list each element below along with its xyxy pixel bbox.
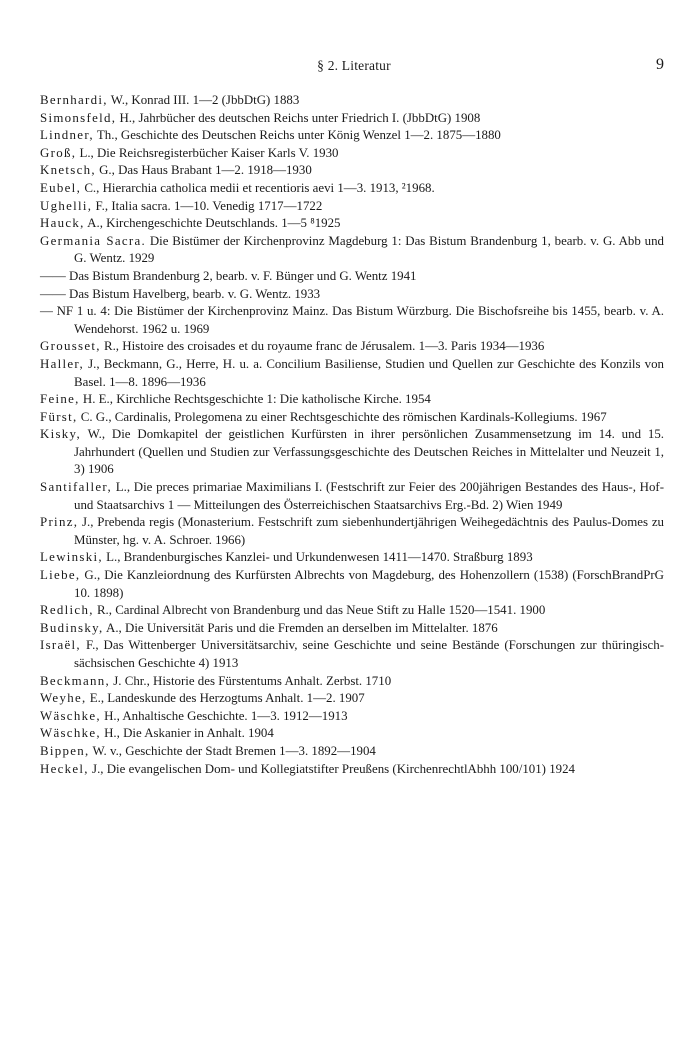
entry-author: Ughelli, — [40, 198, 93, 213]
entry-author: Kisky, — [40, 427, 81, 442]
entry-author: Eubel, — [40, 180, 82, 195]
bibliography-entry — [40, 690, 664, 708]
entry-text: F., Das Wittenberger Universitätsarchiv, seine Geschichte und seine Bestände (Forschungen zur thüringisch-sächsischen Geschichte 4) 1913 — [74, 638, 664, 670]
entry-text: H., Jahrbücher des deutschen Reichs unter Friedrich I. (JbbDtG) 1908 — [116, 110, 481, 125]
bibliography-entry — [40, 567, 664, 602]
entry-text: W. v., Geschichte der Stadt Bremen 1—3. 1892—1904 — [89, 743, 376, 758]
entry-author: Bernhardi, — [40, 93, 108, 107]
entry-text: A., Kirchengeschichte Deutschlands. 1—5 ⁸1925 — [84, 216, 341, 231]
bibliography-entry — [40, 743, 664, 761]
bibliography-entry — [40, 198, 664, 216]
bibliography-entry — [40, 409, 664, 427]
bibliography-entry — [40, 127, 664, 145]
bibliography-entry — [40, 725, 664, 743]
entry-author: Hauck, — [40, 216, 85, 231]
entry-text: F., Italia sacra. 1—10. Venedig 1717—1722 — [92, 198, 323, 213]
entry-author: Wäschke, — [40, 726, 101, 741]
entry-text: C., Hierarchia catholica medii et recentioris aevi 1—3. 1913, ²1968. — [81, 180, 435, 195]
entry-text: Die Bistümer der Kirchenprovinz Magdeburg 1: Das Bistum Brandenburg 1, bearb. v. G. Abb und G. Wentz. 1929 — [74, 233, 664, 266]
bibliography-entry — [40, 514, 664, 549]
entry-author: Bippen, — [40, 743, 90, 758]
entry-author: Simonsfeld, — [40, 110, 117, 125]
bibliography-entry — [40, 356, 664, 391]
entry-text: J., Beckmann, G., Herre, H. u. a. Concilium Basiliense, Studien und Quellen zur Geschichte des Konzils von Basel. 1—8. 1896—1936 — [74, 356, 664, 389]
entry-author: Fürst, — [40, 409, 78, 424]
entry-author: Israël, — [40, 638, 81, 653]
entry-text: J. Chr., Historie des Fürstentums Anhalt. Zerbst. 1710 — [110, 673, 392, 688]
bibliography-entry — [40, 268, 664, 286]
bibliography-entry — [40, 637, 664, 672]
entry-author: Prinz, — [40, 515, 79, 530]
entry-text: G., Die Kanzleiordnung des Kurfürsten Albrechts von Magdeburg, des Hohenzollern (1538) (ForschBrandPrG 10. 1898) — [74, 568, 664, 600]
entry-text: L., Die Reichsregisterbücher Kaiser Karls V. 1930 — [76, 145, 339, 160]
entry-author: Knetsch, — [40, 163, 96, 178]
entry-author: Lewinski, — [40, 550, 103, 565]
entry-author: Budinsky, — [40, 620, 104, 635]
bibliography-list — [40, 92, 664, 778]
page-number: 9 — [656, 56, 664, 73]
entry-text: — NF 1 u. 4: Die Bistümer der Kirchenprovinz Mainz. Das Bistum Würzburg. Die Bischofsreihe bis 1455, bearb. v. A. Wendehorst. 1962 u. 1969 — [40, 304, 664, 336]
entry-author: Wäschke, — [40, 708, 101, 723]
bibliography-entry — [40, 303, 664, 338]
bibliography-entry — [40, 708, 664, 726]
bibliography-entry — [40, 391, 664, 409]
entry-author: Weyhe, — [40, 691, 87, 706]
bibliography-entry — [40, 145, 664, 163]
bibliography-entry — [40, 673, 664, 691]
entry-text: R., Cardinal Albrecht von Brandenburg und das Neue Stift zu Halle 1520—1541. 1900 — [93, 603, 546, 618]
entry-author: Groß, — [40, 145, 77, 160]
entry-author: Feine, — [40, 392, 80, 407]
entry-author: Beckmann, — [40, 673, 111, 688]
running-header — [40, 56, 668, 80]
entry-text: W., Konrad III. 1—2 (JbbDtG) 1883 — [107, 93, 300, 107]
entry-author: Liebe, — [40, 568, 81, 583]
entry-text: G., Das Haus Brabant 1—2. 1918—1930 — [95, 163, 312, 178]
entry-text: R., Histoire des croisades et du royaume franc de Jérusalem. 1—3. Paris 1934—1936 — [100, 339, 545, 354]
bibliography-entry — [40, 479, 664, 514]
entry-text: L., Die preces primariae Maximilians I. (Festschrift zur Feier des 200jährigen Bestandes des Haus-, Hof- und Staatsarchivs 1 — Mitteilungen des Österreichischen Staatsarchivs Erg.-Bd. 2) Wien 1949 — [74, 480, 664, 512]
entry-text: H., Die Askanier in Anhalt. 1904 — [100, 726, 274, 741]
entry-text: —— Das Bistum Havelberg, bearb. v. G. Wentz. 1933 — [40, 286, 321, 301]
entry-text: L., Brandenburgisches Kanzlei- und Urkundenwesen 1411—1470. Straßburg 1893 — [102, 550, 533, 565]
entry-text: H., Anhaltische Geschichte. 1—3. 1912—1913 — [100, 708, 348, 723]
entry-text: A., Die Universität Paris und die Fremden an derselben im Mittelalter. 1876 — [103, 620, 498, 635]
bibliography-entry — [40, 761, 664, 779]
entry-author: Haller, — [40, 356, 85, 371]
entry-text: W., Die Domkapitel der geistlichen Kurfürsten in ihrer persönlichen Zusammensetzung im 14. und 15. Jahrhundert (Quellen und Studien zur Verfassungsgeschichte des Deutschen Reiches in Mittelalter und Neuzeit 1, 3) 1906 — [74, 427, 664, 477]
entry-text: —— Das Bistum Brandenburg 2, bearb. v. F. Bünger und G. Wentz 1941 — [40, 268, 417, 283]
section-title: § 2. Literatur — [317, 58, 391, 73]
bibliography-entry — [40, 92, 664, 110]
entry-author: Grousset, — [40, 339, 101, 354]
entry-text: J., Die evangelischen Dom- und Kollegiatstifter Preußens (KirchenrechtlAbhh 100/101) 1924 — [88, 761, 575, 776]
bibliography-entry — [40, 602, 664, 620]
bibliography-entry — [40, 426, 664, 479]
bibliography-entry — [40, 110, 664, 128]
entry-text: H. E., Kirchliche Rechtsgeschichte 1: Die katholische Kirche. 1954 — [79, 392, 431, 407]
entry-author: Santifaller, — [40, 480, 112, 495]
bibliography-entry — [40, 286, 664, 304]
entry-author: Redlich, — [40, 603, 94, 618]
entry-text: E., Landeskunde des Herzogtums Anhalt. 1—2. 1907 — [86, 691, 365, 706]
entry-author: Lindner, — [40, 128, 94, 143]
entry-text: J., Prebenda regis (Monasterium. Festschrift zum siebenhundertjährigen Weihegedächtnis des Paulus-Domes zu Münster, hg. v. A. Schroer. 1966) — [74, 515, 664, 547]
bibliography-entry — [40, 162, 664, 180]
bibliography-entry — [40, 180, 664, 198]
bibliography-entry — [40, 215, 664, 233]
entry-text: C. G., Cardinalis, Prolegomena zu einer Rechtsgeschichte des römischen Kardinals-Kollegiums. 1967 — [77, 409, 607, 424]
bibliography-entry — [40, 549, 664, 567]
entry-author: Heckel, — [40, 761, 89, 776]
entry-text: Th., Geschichte des Deutschen Reichs unter König Wenzel 1—2. 1875—1880 — [93, 128, 501, 143]
bibliography-entry — [40, 338, 664, 356]
bibliography-entry — [40, 233, 664, 268]
entry-author: Germania Sacra. — [40, 233, 146, 248]
bibliography-entry — [40, 620, 664, 638]
